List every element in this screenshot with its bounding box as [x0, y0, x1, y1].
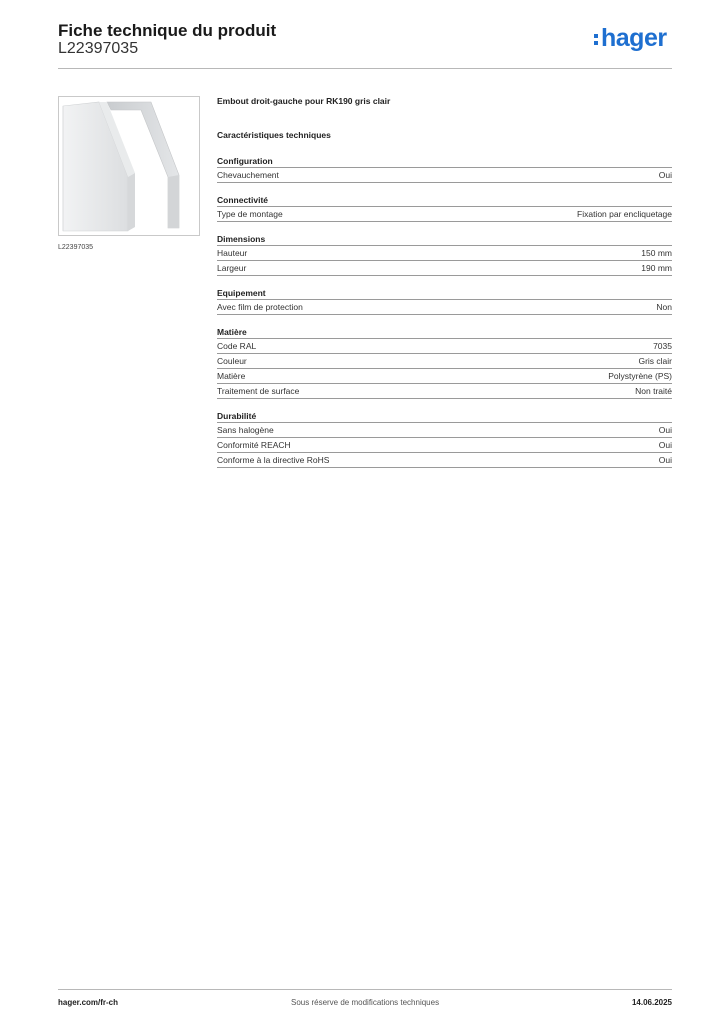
product-reference: L22397035: [58, 40, 139, 57]
spec-section: [217, 287, 672, 315]
spec-label: Conforme à la directive RoHS: [217, 455, 330, 465]
spec-section: [217, 233, 672, 276]
spec-label: Conformité REACH: [217, 440, 291, 450]
spec-label: Hauteur: [217, 248, 248, 258]
section-title: Matière: [217, 326, 672, 339]
spec-value: Fixation par encliquetage: [577, 209, 672, 219]
spec-value: 7035: [653, 341, 672, 351]
hager-logo: [594, 26, 667, 51]
main-content: [217, 96, 672, 468]
spec-row: [217, 339, 672, 354]
logo-dots-icon: [594, 26, 599, 48]
spec-label: Sans halogène: [217, 425, 274, 435]
spec-row: [217, 261, 672, 276]
footer-website-link[interactable]: hager.com/fr-ch: [58, 998, 119, 1007]
spec-label: Couleur: [217, 356, 247, 366]
spec-row: [217, 354, 672, 369]
spec-section: [217, 155, 672, 183]
characteristics-heading: Caractéristiques techniques: [217, 130, 331, 140]
spec-value: Oui: [658, 170, 672, 180]
product-title: Embout droit-gauche pour RK190 gris clair: [217, 96, 391, 106]
spec-value: Non: [656, 302, 672, 312]
header-divider: [58, 68, 672, 69]
end-cap-illustration: [59, 97, 199, 235]
spec-value: Oui: [658, 440, 672, 450]
spec-row: [217, 438, 672, 453]
spec-label: Traitement de surface: [217, 386, 300, 396]
spec-value: Non traité: [635, 386, 672, 396]
spec-label: Chevauchement: [217, 170, 279, 180]
spec-label: Code RAL: [217, 341, 257, 351]
spec-value: 190 mm: [641, 263, 672, 273]
spec-row: [217, 168, 672, 183]
spec-label: Largeur: [217, 263, 247, 273]
spec-value: Polystyrène (PS): [608, 371, 672, 381]
spec-value: Gris clair: [638, 356, 672, 366]
footer-divider: [58, 989, 672, 990]
spec-row: [217, 384, 672, 399]
spec-value: Oui: [658, 455, 672, 465]
spec-row: [217, 453, 672, 468]
section-title: Connectivité: [217, 194, 672, 207]
spec-value: 150 mm: [641, 248, 672, 258]
spec-label: Matière: [217, 371, 246, 381]
spec-section: [217, 326, 672, 399]
section-title: Equipement: [217, 287, 672, 300]
spec-row: [217, 369, 672, 384]
footer-notice: Sous réserve de modifications techniques: [291, 998, 440, 1007]
image-caption: L22397035: [58, 244, 94, 251]
spec-label: Avec film de protection: [217, 302, 303, 312]
section-title: Durabilité: [217, 410, 672, 423]
spec-section: [217, 410, 672, 468]
spec-value: Oui: [658, 425, 672, 435]
spec-row: [217, 207, 672, 222]
spec-label: Type de montage: [217, 209, 283, 219]
page-title: Fiche technique du produit: [58, 21, 277, 40]
spec-row: [217, 423, 672, 438]
spec-row: [217, 246, 672, 261]
section-title: Configuration: [217, 155, 672, 168]
footer-date: 14.06.2025: [631, 998, 672, 1007]
product-image: [58, 96, 200, 236]
spec-section: [217, 194, 672, 222]
section-title: Dimensions: [217, 233, 672, 246]
logo-text: hager: [601, 24, 667, 52]
spec-row: [217, 300, 672, 315]
